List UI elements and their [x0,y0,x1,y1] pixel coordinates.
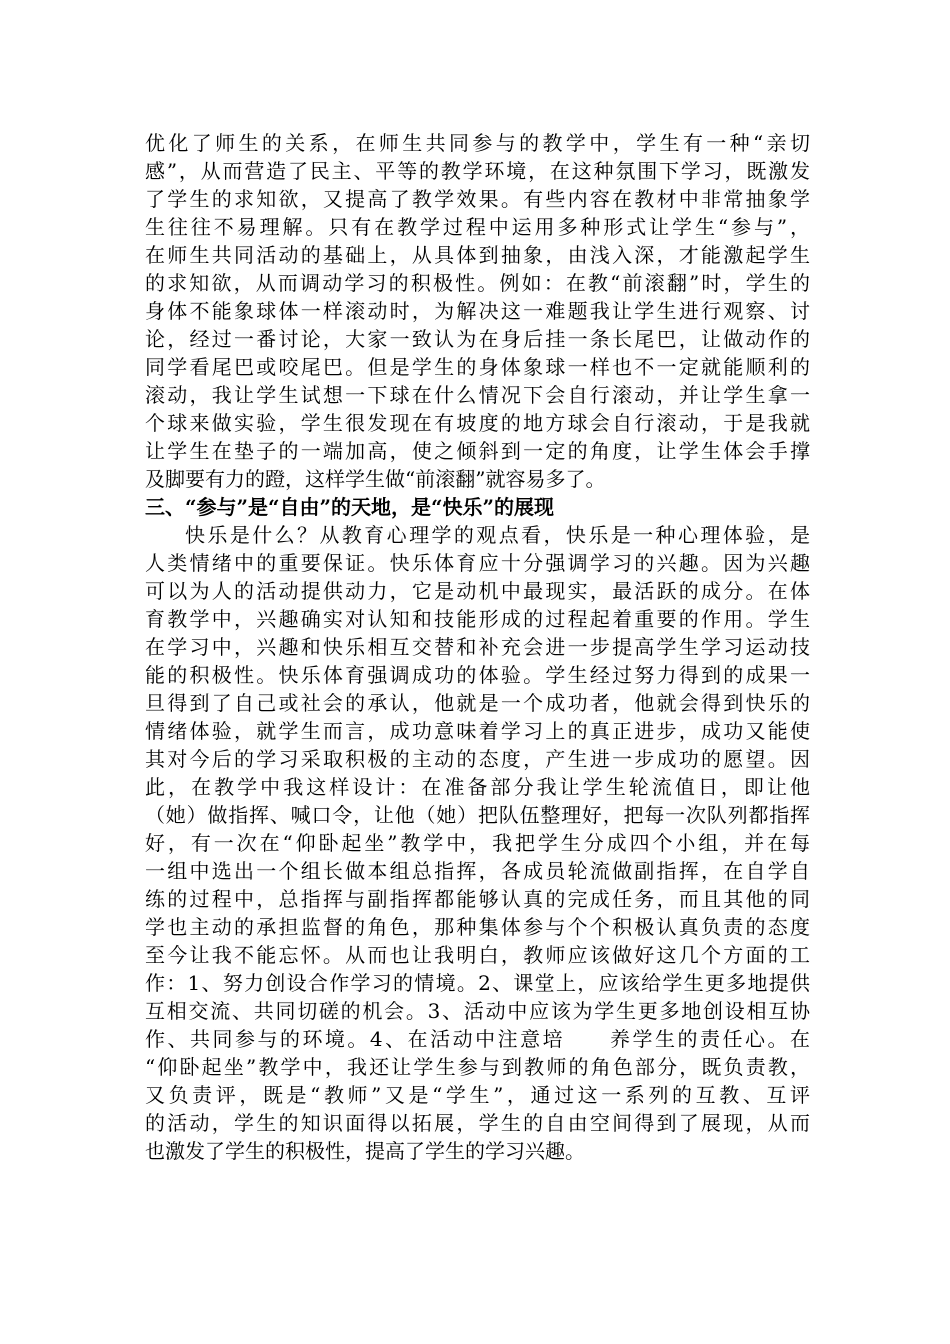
text-line: 让学生在垫子的一端加高，使之倾斜到一定的角度，让学生体会手撑 [145,439,810,463]
text-line: 练的过程中，总指挥与副指挥都能够认真的完成任务，而且其他的同 [145,887,810,911]
text-line: 其对今后的学习采取积极的主动的态度，产生进一步成功的愿望。因 [145,747,810,771]
text-line: 此，在教学中我这样设计：在准备部分我让学生轮流值日，即让他 [145,775,810,799]
text-line: （她）做指挥、喊口令，让他（她）把队伍整理好，把每一次队列都指挥 [145,803,810,827]
text-line: 旦得到了自己或社会的承认，他就是一个成功者，他就会得到快乐的 [145,691,810,715]
text-line: 又负责评，既是“教师”又是“学生”，通过这一系列的互教、互评 [145,1083,810,1107]
text-line: 育教学中，兴趣确实对认知和技能形成的过程起着重要的作用。学生 [145,607,810,631]
text-line: 在师生共同活动的基础上，从具体到抽象，由浅入深，才能激起学生 [145,243,810,267]
text-line: 好，有一次在“仰卧起坐”教学中，我把学生分成四个小组，并在每 [145,831,810,855]
text-line: 的求知欲，从而调动学习的积极性。例如：在教“前滚翻”时，学生的 [145,271,810,295]
text-line: 作、共同参与的环境。4、在活动中注意培 养学生的责任心。在 [145,1027,810,1051]
text-line: 情绪体验，就学生而言，成功意味着学习上的真正进步，成功又能使 [145,719,810,743]
text-line: 快乐是什么？从教育心理学的观点看，快乐是一种心理体验，是 [185,523,810,547]
document-body [145,129,810,1165]
text-line: 论，经过一番讨论，大家一致认为在身后挂一条长尾巴，让做动作的 [145,327,810,351]
text-line: 身体不能象球体一样滚动时，为解决这一难题我让学生进行观察、讨 [145,299,810,323]
paragraph-2 [145,521,810,1165]
paragraph-1 [145,129,810,493]
text-line: 作：1、努力创设合作学习的情境。2、课堂上，应该给学生更多地提供 [145,971,810,995]
section-heading: 三、“参与”是“自由”的天地，是“快乐”的展现 [145,495,555,519]
text-line: 也激发了学生的积极性，提高了学生的学习兴趣。 [145,1139,585,1163]
text-line: 的活动，学生的知识面得以拓展，学生的自由空间得到了展现，从而 [145,1111,810,1135]
text-line: 学也主动的承担监督的角色，那种集体参与个个积极认真负责的态度 [145,915,810,939]
text-line: 一组中选出一个组长做本组总指挥，各成员轮流做副指挥，在自学自 [145,859,810,883]
text-line: 感”，从而营造了民主、平等的教学环境，在这种氛围下学习，既激发 [145,159,810,183]
text-line: 及脚要有力的蹬，这样学生做“前滚翻”就容易多了。 [145,467,606,491]
text-line: 优化了师生的关系，在师生共同参与的教学中，学生有一种“亲切 [145,131,810,155]
text-line: “仰卧起坐”教学中，我还让学生参与到教师的角色部分，既负责教， [145,1055,810,1079]
text-line: 生往往不易理解。只有在教学过程中运用多种形式让学生“参与”， [145,215,810,239]
text-line: 能的积极性。快乐体育强调成功的体验。学生经过努力得到的成果一 [145,663,810,687]
text-line: 在学习中，兴趣和快乐相互交替和补充会进一步提高学生学习运动技 [145,635,810,659]
text-line: 同学看尾巴或咬尾巴。但是学生的身体象球一样也不一定就能顺利的 [145,355,810,379]
text-line: 互相交流、共同切磋的机会。3、活动中应该为学生更多地创设相互协 [145,999,810,1023]
text-line: 滚动，我让学生试想一下球在什么情况下会自行滚动，并让学生拿一 [145,383,810,407]
text-line: 了学生的求知欲，又提高了教学效果。有些内容在教材中非常抽象学 [145,187,810,211]
text-line: 至今让我不能忘怀。从而也让我明白，教师应该做好这几个方面的工 [145,943,810,967]
text-line: 个球来做实验，学生很发现在有坡度的地方球会自行滚动，于是我就 [145,411,810,435]
text-line: 人类情绪中的重要保证。快乐体育应十分强调学习的兴趣。因为兴趣 [145,551,810,575]
text-line: 可以为人的活动提供动力，它是动机中最现实，最活跃的成分。在体 [145,579,810,603]
